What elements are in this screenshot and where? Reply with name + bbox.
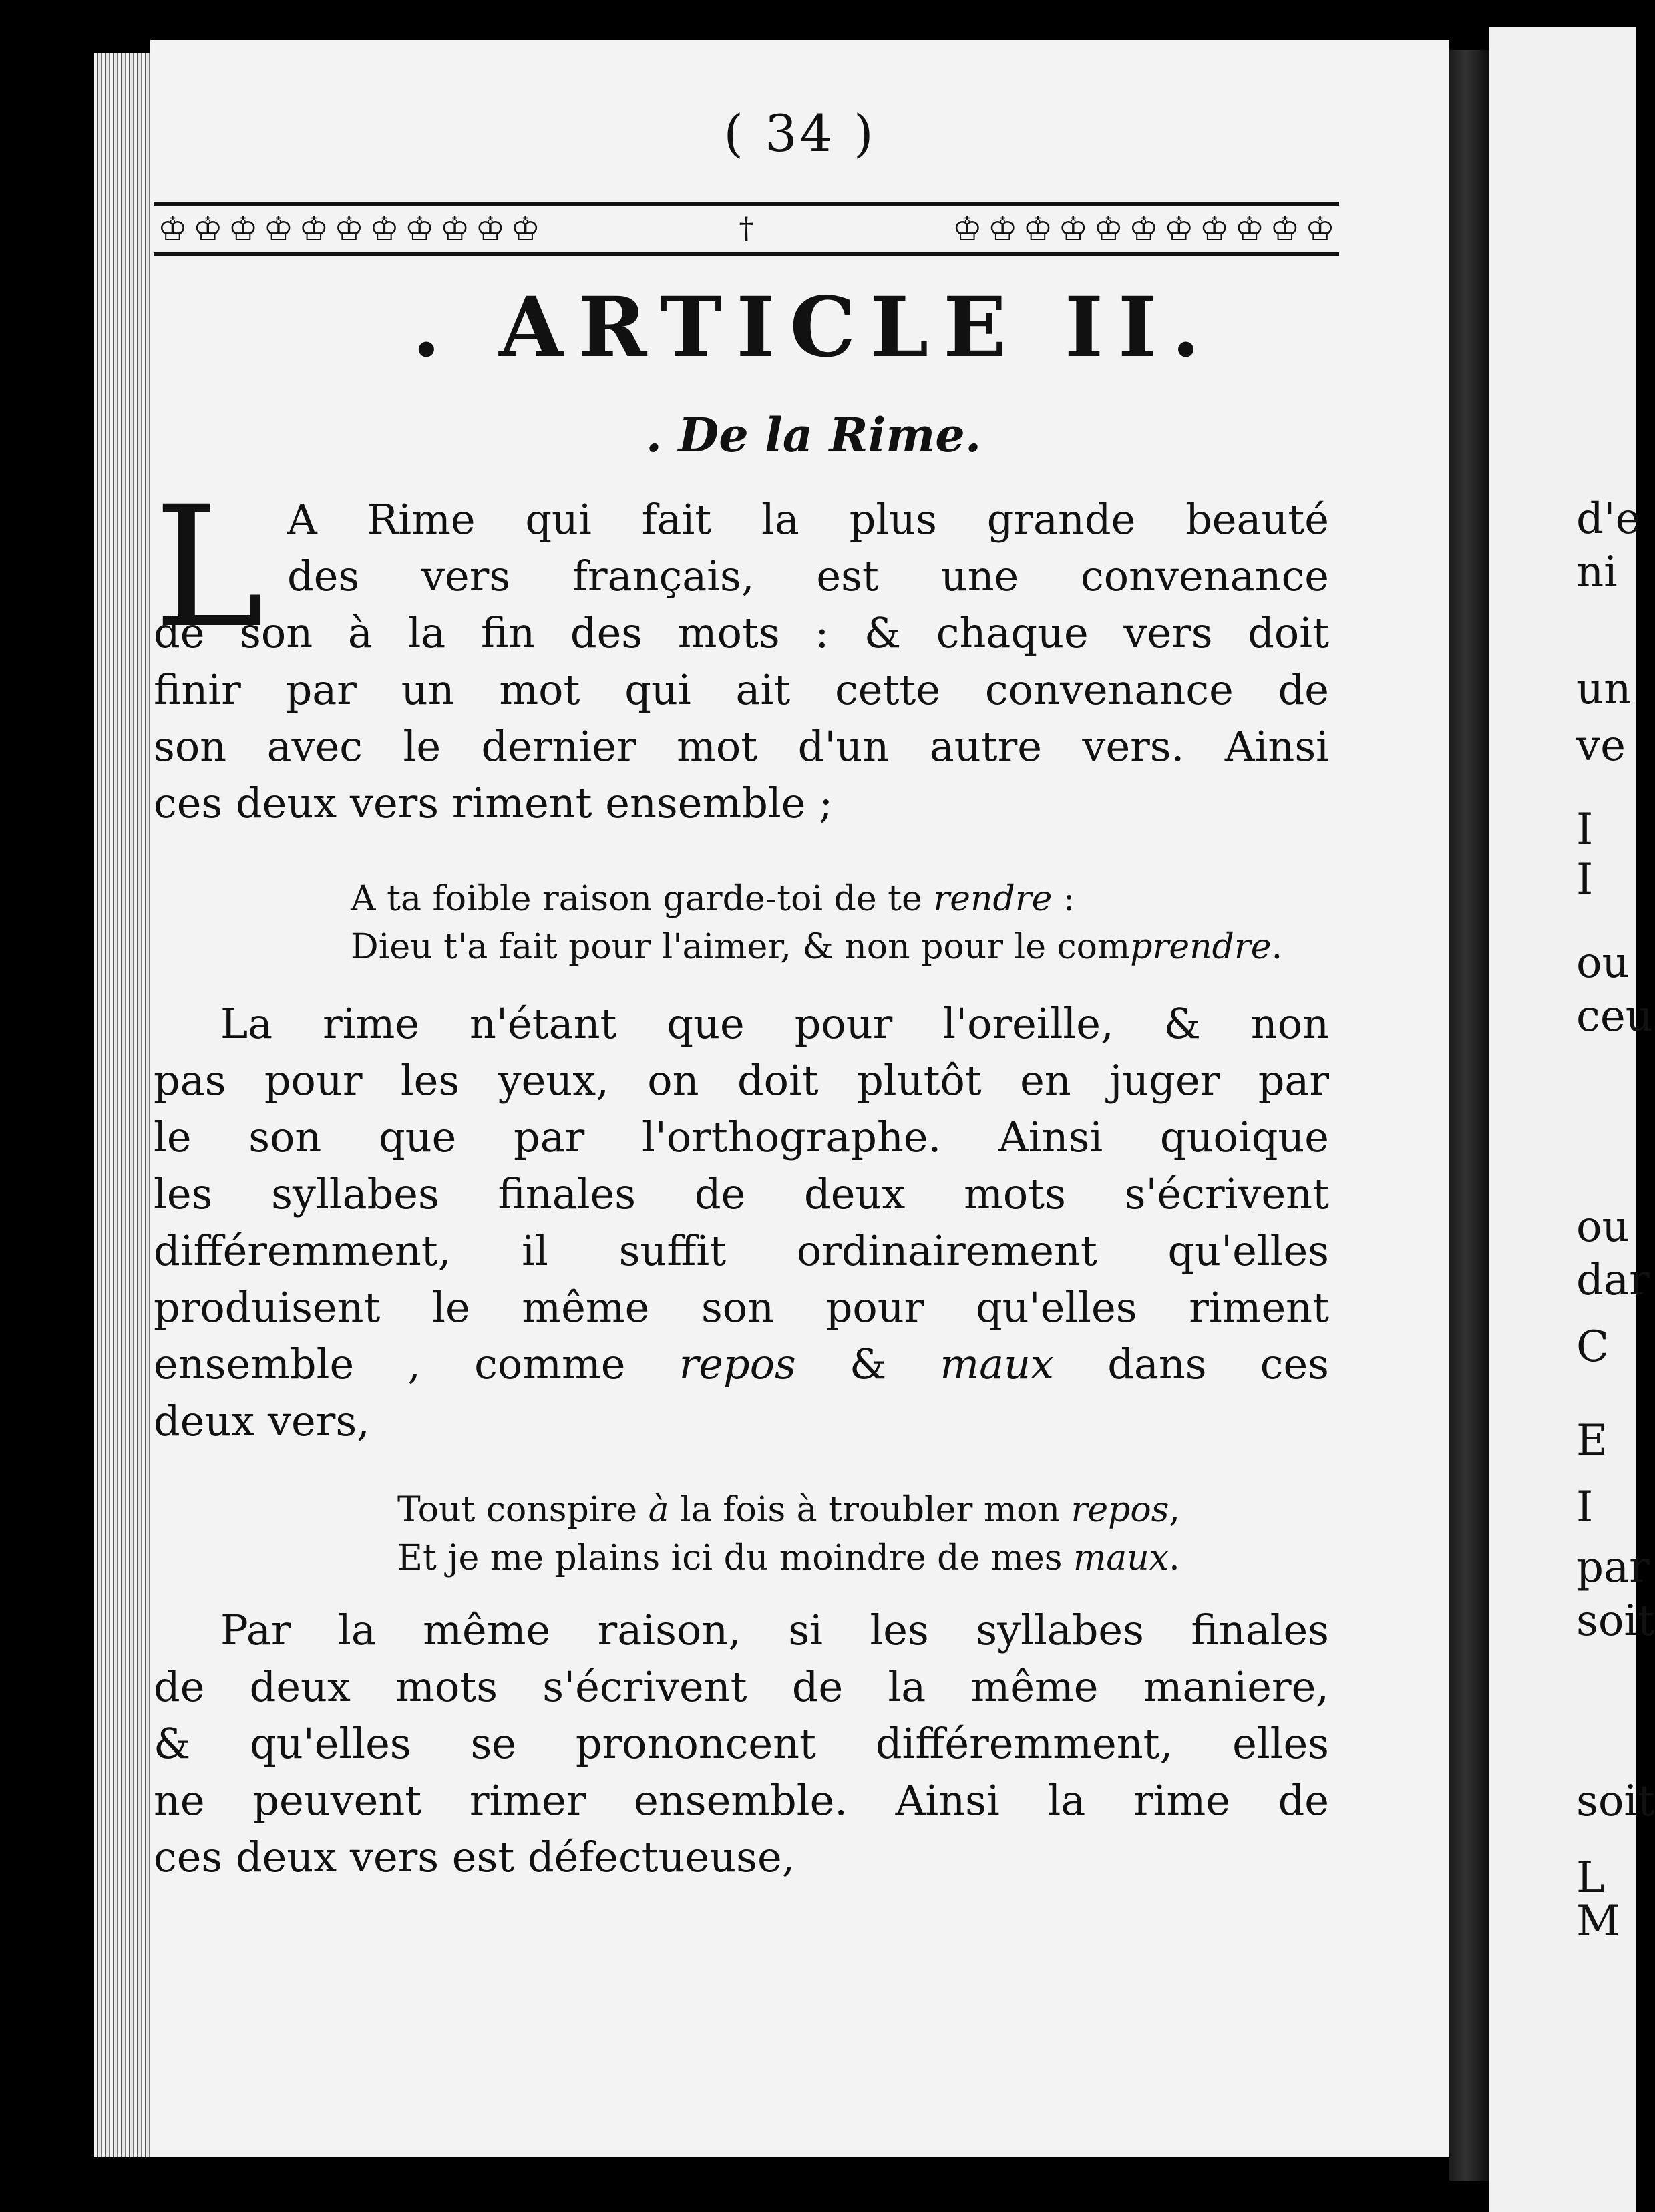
- crown-ornament-icon: ♔: [439, 210, 470, 248]
- next-page-fragment: ni: [1576, 548, 1618, 597]
- verse-text: A ta foible raison garde-toi de te: [351, 879, 934, 919]
- text-line: & qu'elles se prononcent différemment, elles: [154, 1719, 1329, 1768]
- crown-ornament-icon: ♔: [1270, 210, 1300, 248]
- text-line: des vers français, est une convenance: [287, 552, 1329, 600]
- paragraph-3: [154, 1602, 1329, 1885]
- crown-ornament-icon: ♔: [1058, 210, 1089, 248]
- verse-italic: à: [648, 1490, 669, 1530]
- verse-text: Dieu t'a fait pour l'aimer, & non pour le com: [351, 927, 1131, 967]
- crown-ornament-icon: ♔: [404, 210, 435, 248]
- ornament-divider: †: [739, 212, 754, 246]
- next-page-fragment: soit: [1576, 1777, 1655, 1826]
- crown-ornament-icon: ♔: [1163, 210, 1194, 248]
- crown-ornament-icon: ♔: [263, 210, 294, 248]
- text-line: différemment, il suffit ordinairement qu'elles: [154, 1226, 1329, 1275]
- crown-ornament-icon: ♔: [1305, 210, 1335, 248]
- page-number: ( 34 ): [723, 104, 876, 163]
- next-page-fragment: I: [1576, 1483, 1594, 1532]
- text-line: les syllabes finales de deux mots s'écrivent: [154, 1169, 1329, 1218]
- text-line: de deux mots s'écrivent de la même maniere,: [154, 1662, 1329, 1711]
- next-page-fragment: soit: [1576, 1596, 1655, 1646]
- paragraph-2: [154, 995, 1329, 1449]
- verse-quote-2: [397, 1486, 1180, 1582]
- crown-ornament-icon: ♔: [1199, 210, 1230, 248]
- next-page-fragment: I: [1576, 855, 1594, 904]
- italic-word: repos: [679, 1340, 796, 1389]
- text-line: son avec le dernier mot d'un autre vers. Ainsi: [154, 722, 1329, 771]
- next-page-fragment: d'e: [1576, 494, 1641, 544]
- italic-word: maux: [940, 1340, 1055, 1389]
- next-page-fragment: ou: [1576, 938, 1630, 988]
- verse-rhyme-word: prendre: [1130, 927, 1272, 967]
- section-subheading: . De la Rime.: [645, 407, 982, 463]
- verse-rhyme-word: maux: [1073, 1538, 1169, 1578]
- text-line: produisent le même son pour qu'elles riment: [154, 1283, 1329, 1332]
- text-line: A Rime qui fait la plus grande beauté: [287, 495, 1329, 544]
- next-page-fragment: ou: [1576, 1202, 1630, 1252]
- verse-text: la fois à troubler mon: [669, 1490, 1071, 1530]
- crown-ornament-icon: ♔: [334, 210, 364, 248]
- text-span: dans ces: [1054, 1340, 1329, 1389]
- crown-ornament-icon: ♔: [158, 210, 188, 248]
- crown-ornament-icon: ♔: [475, 210, 506, 248]
- crown-ornament-icon: ♔: [192, 210, 223, 248]
- text-line: ne peuvent rimer ensemble. Ainsi la rime de: [154, 1776, 1329, 1825]
- crown-ornament-icon: ♔: [1234, 210, 1265, 248]
- text-line: [154, 1336, 1329, 1393]
- paragraph-1: [154, 470, 1329, 832]
- verse-line: [351, 875, 1282, 923]
- next-page-fragment: un: [1576, 665, 1632, 714]
- crown-ornament-icon: ♔: [1023, 210, 1053, 248]
- ornament-border: [154, 202, 1339, 256]
- verse-text: ,: [1169, 1490, 1180, 1530]
- text-line: La rime n'étant que pour l'oreille, & non: [220, 999, 1329, 1048]
- crown-ornament-icon: ♔: [1093, 210, 1124, 248]
- verse-line: [351, 923, 1282, 971]
- next-page-fragment: C: [1576, 1322, 1609, 1372]
- next-page-fragment: M: [1576, 1897, 1620, 1946]
- next-page-fragment: ve: [1576, 721, 1626, 771]
- next-page-fragment: E: [1576, 1416, 1608, 1465]
- verse-text: .: [1169, 1538, 1180, 1578]
- verse-text: Tout conspire: [397, 1490, 649, 1530]
- text-line: le son que par l'orthographe. Ainsi quoique: [154, 1113, 1329, 1161]
- text-line: pas pour les yeux, on doit plutôt en juger par: [154, 1056, 1329, 1105]
- next-page-fragment: L: [1576, 1853, 1605, 1903]
- verse-rhyme-word: rendre: [933, 879, 1053, 919]
- ornament-right: [952, 212, 1335, 246]
- text-line: ces deux vers est défectueuse,: [154, 1833, 795, 1881]
- text-line: ces deux vers riment ensemble ;: [154, 779, 834, 827]
- verse-text: Et je me plains ici du moindre de mes: [397, 1538, 1073, 1578]
- crown-ornament-icon: ♔: [510, 210, 541, 248]
- crown-ornament-icon: ♔: [1129, 210, 1159, 248]
- next-page-fragment: ceu: [1576, 992, 1653, 1041]
- crown-ornament-icon: ♔: [952, 210, 982, 248]
- next-page-fragment: dar: [1576, 1256, 1650, 1305]
- text-line: Par la même raison, si les syllabes finales: [220, 1606, 1329, 1654]
- verse-line: [397, 1486, 1180, 1534]
- next-page-fragment: I: [1576, 805, 1594, 854]
- verse-text: .: [1271, 927, 1283, 967]
- verse-line: [397, 1534, 1180, 1582]
- verse-quote-1: [351, 875, 1282, 971]
- text-line: finir par un mot qui ait cette convenance de: [154, 665, 1329, 714]
- ornament-left: [158, 212, 540, 246]
- verse-text: :: [1052, 879, 1075, 919]
- text-span: &: [795, 1340, 940, 1389]
- article-heading: . ARTICLE II.: [411, 279, 1216, 376]
- crown-ornament-icon: ♔: [299, 210, 329, 248]
- text-span: ensemble , comme: [154, 1340, 679, 1389]
- next-page-fragment: par: [1576, 1543, 1650, 1592]
- crown-ornament-icon: ♔: [369, 210, 399, 248]
- verse-rhyme-word: repos: [1071, 1490, 1169, 1530]
- crown-ornament-icon: ♔: [228, 210, 258, 248]
- text-line: deux vers,: [154, 1397, 370, 1445]
- text-line: de son à la fin des mots : & chaque vers doit: [154, 608, 1329, 657]
- drop-cap: L: [154, 470, 265, 665]
- crown-ornament-icon: ♔: [987, 210, 1018, 248]
